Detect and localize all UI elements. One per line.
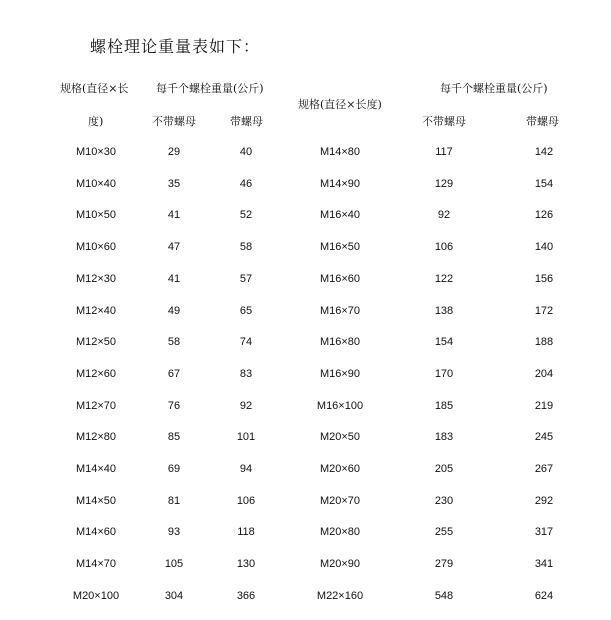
left-spec-cell: M14×50: [75, 495, 117, 507]
right-without-nut-cell: 106: [434, 241, 454, 253]
right-without-nut-cell: 92: [437, 209, 451, 221]
right-with-nut-header: 带螺母: [526, 115, 559, 128]
right-without-nut-header: 不带螺母: [422, 115, 466, 128]
left-with-nut-cell: 40: [239, 146, 253, 158]
left-with-nut-cell: 130: [236, 558, 256, 570]
left-without-nut-cell: 81: [167, 495, 181, 507]
right-without-nut-cell: 230: [434, 495, 454, 507]
left-without-nut-cell: 69: [167, 463, 181, 475]
left-spec-cell: M12×70: [75, 400, 117, 412]
left-with-nut-cell: 92: [239, 400, 253, 412]
right-with-nut-cell: 245: [534, 431, 554, 443]
left-without-nut-cell: 35: [167, 178, 181, 190]
left-without-nut-cell: 93: [167, 526, 181, 538]
right-with-nut-cell: 267: [534, 463, 554, 475]
right-spec-cell: M20×50: [319, 431, 361, 443]
table-row: [0, 590, 611, 610]
table-row: [0, 178, 611, 198]
right-with-nut-cell: 188: [534, 336, 554, 348]
left-spec-cell: M12×30: [75, 273, 117, 285]
left-with-nut-cell: 106: [236, 495, 256, 507]
left-without-nut-header: 不带螺母: [152, 115, 196, 128]
right-with-nut-cell: 142: [534, 146, 554, 158]
left-spec-cell: M12×60: [75, 368, 117, 380]
right-without-nut-cell: 185: [434, 400, 454, 412]
left-spec-cell: M10×30: [75, 146, 117, 158]
table-row: [0, 368, 611, 388]
table-row: [0, 241, 611, 261]
table-row: [0, 305, 611, 325]
left-spec-cell: M12×50: [75, 336, 117, 348]
right-spec-cell: M16×90: [319, 368, 361, 380]
left-without-nut-cell: 49: [167, 305, 181, 317]
right-spec-cell: M20×70: [319, 495, 361, 507]
left-spec-cell: M10×40: [75, 178, 117, 190]
right-without-nut-cell: 255: [434, 526, 454, 538]
right-spec-cell: M14×90: [319, 178, 361, 190]
right-weight-group-header: 每千个螺栓重量(公斤): [440, 82, 548, 95]
left-spec-cell: M20×100: [72, 590, 120, 602]
table-row: [0, 526, 611, 546]
right-without-nut-cell: 122: [434, 273, 454, 285]
right-with-nut-cell: 317: [534, 526, 554, 538]
right-without-nut-cell: 548: [434, 590, 454, 602]
left-with-nut-cell: 83: [239, 368, 253, 380]
right-with-nut-cell: 624: [534, 590, 554, 602]
left-without-nut-cell: 76: [167, 400, 181, 412]
right-spec-cell: M20×80: [319, 526, 361, 538]
left-with-nut-cell: 52: [239, 209, 253, 221]
left-spec-cell: M12×40: [75, 305, 117, 317]
right-spec-header: 规格(直径×长度): [298, 98, 382, 111]
left-without-nut-cell: 29: [167, 146, 181, 158]
left-with-nut-cell: 57: [239, 273, 253, 285]
right-without-nut-cell: 183: [434, 431, 454, 443]
left-spec-header-line1: 规格(直径×长: [60, 82, 129, 95]
table-row: [0, 273, 611, 293]
right-without-nut-cell: 279: [434, 558, 454, 570]
right-without-nut-cell: 117: [435, 146, 453, 158]
right-spec-cell: M16×60: [319, 273, 361, 285]
left-weight-group-header: 每千个螺栓重量(公斤): [156, 82, 264, 95]
right-without-nut-cell: 205: [434, 463, 454, 475]
left-spec-header-line2: 度): [88, 115, 104, 128]
left-with-nut-cell: 366: [236, 590, 256, 602]
right-spec-cell: M16×50: [319, 241, 361, 253]
table-row: [0, 336, 611, 356]
page-title: 螺栓理论重量表如下：: [90, 37, 261, 56]
table-row: [0, 495, 611, 515]
left-with-nut-cell: 58: [239, 241, 253, 253]
table-row: [0, 400, 611, 420]
right-spec-cell: M16×80: [319, 336, 361, 348]
left-without-nut-cell: 41: [167, 273, 181, 285]
left-with-nut-cell: 118: [237, 526, 255, 538]
left-spec-cell: M14×60: [75, 526, 117, 538]
right-without-nut-cell: 138: [434, 305, 454, 317]
left-spec-cell: M14×40: [75, 463, 117, 475]
left-with-nut-header: 带螺母: [230, 115, 263, 128]
left-without-nut-cell: 58: [167, 336, 181, 348]
left-with-nut-cell: 101: [236, 431, 256, 443]
left-with-nut-cell: 74: [239, 336, 253, 348]
left-without-nut-cell: 41: [167, 209, 181, 221]
right-with-nut-cell: 219: [534, 400, 554, 412]
right-without-nut-cell: 154: [434, 336, 454, 348]
left-without-nut-cell: 105: [164, 558, 184, 570]
right-with-nut-cell: 140: [534, 241, 554, 253]
left-without-nut-cell: 47: [167, 241, 181, 253]
right-without-nut-cell: 170: [434, 368, 454, 380]
table-row: [0, 431, 611, 451]
right-spec-cell: M22×160: [316, 590, 364, 602]
right-spec-cell: M20×60: [319, 463, 361, 475]
table-row: [0, 463, 611, 483]
right-spec-cell: M16×40: [319, 209, 361, 221]
left-with-nut-cell: 65: [239, 305, 253, 317]
right-spec-cell: M20×90: [319, 558, 361, 570]
table-row: [0, 146, 611, 166]
right-without-nut-cell: 129: [434, 178, 454, 190]
right-spec-cell: M16×70: [319, 305, 361, 317]
right-with-nut-cell: 126: [534, 209, 554, 221]
left-spec-cell: M12×80: [75, 431, 117, 443]
left-spec-cell: M10×60: [75, 241, 117, 253]
right-spec-cell: M16×100: [316, 400, 364, 412]
right-with-nut-cell: 172: [534, 305, 554, 317]
table-row: [0, 209, 611, 229]
left-without-nut-cell: 304: [164, 590, 184, 602]
right-spec-cell: M14×80: [319, 146, 361, 158]
table-row: [0, 558, 611, 578]
right-with-nut-cell: 341: [534, 558, 554, 570]
right-with-nut-cell: 154: [534, 178, 554, 190]
right-with-nut-cell: 292: [534, 495, 554, 507]
left-with-nut-cell: 46: [239, 178, 253, 190]
left-spec-cell: M10×50: [75, 209, 117, 221]
left-with-nut-cell: 94: [239, 463, 253, 475]
right-with-nut-cell: 156: [534, 273, 554, 285]
left-spec-cell: M14×70: [75, 558, 117, 570]
right-with-nut-cell: 204: [534, 368, 554, 380]
left-without-nut-cell: 67: [167, 368, 181, 380]
left-without-nut-cell: 85: [167, 431, 181, 443]
